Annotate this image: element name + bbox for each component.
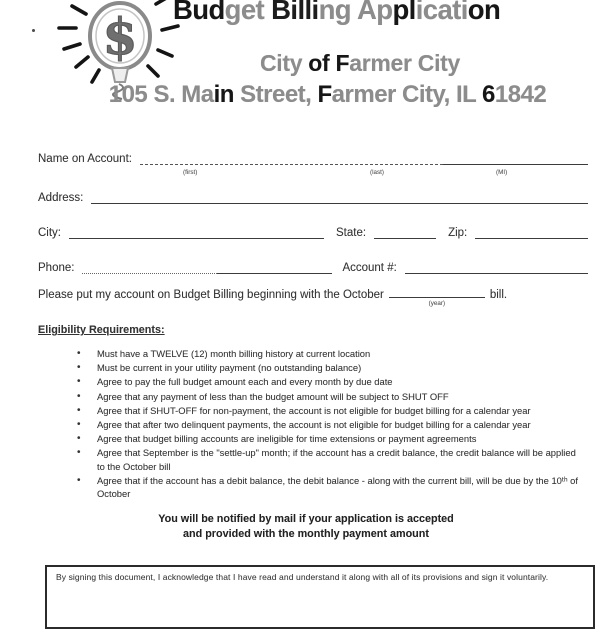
name-on-account-label: Name on Account: <box>38 153 132 165</box>
phone-label: Phone: <box>38 262 75 274</box>
address-row <box>38 189 588 204</box>
address-field-line[interactable] <box>91 189 588 204</box>
dollar-sign-icon: $ <box>102 7 138 66</box>
middle-initial-sublabel: (MI) <box>496 169 508 176</box>
year-blank-wrap <box>389 286 485 307</box>
zip-label: Zip: <box>448 227 468 239</box>
eligibility-item: • Agree that after two delinquent payments, the account is not eligible for budget billing for a calendar year <box>75 418 580 431</box>
eligibility-item: • Agree that if the account has a debit balance, the debit balance - along with the current bill, will be due by the 10ᵗʰ of October <box>75 474 580 500</box>
city-field-line[interactable] <box>69 224 324 239</box>
signature-acknowledgement-text: By signing this document, I acknowledge that I have read and understand it along with all of its provisions and sign it voluntarily. <box>56 572 549 582</box>
text-fragment: Street, <box>233 81 318 108</box>
eligibility-item: • Must be current in your utility payment (no outstanding balance) <box>75 361 580 374</box>
last-name-sublabel: (last) <box>370 169 384 176</box>
name-field-line-end[interactable] <box>443 150 588 165</box>
city-name <box>170 50 550 77</box>
state-field-line[interactable] <box>374 224 436 239</box>
text-fragment: F <box>317 81 332 108</box>
city-state-zip-row <box>38 224 588 239</box>
eligibility-list <box>75 347 580 501</box>
text-fragment: of F <box>308 50 350 76</box>
name-on-account-row <box>38 150 588 165</box>
account-number-field-line[interactable] <box>405 259 588 274</box>
text-fragment: Ap <box>357 0 393 25</box>
address-label: Address: <box>38 192 84 204</box>
text-fragment: ng <box>318 0 357 25</box>
text-fragment: icati <box>415 0 468 25</box>
year-sublabel: (year) <box>428 300 446 307</box>
mail-notice-line1: You will be notified by mail if your application is accepted <box>158 513 454 525</box>
budget-sentence-suffix: bill. <box>489 289 508 301</box>
budget-billing-sentence <box>38 286 588 307</box>
first-name-sublabel: (first) <box>183 169 198 176</box>
phone-account-row <box>38 259 588 274</box>
account-number-label: Account #: <box>342 262 397 274</box>
name-field-line[interactable] <box>140 150 444 165</box>
text-fragment: Bud <box>173 0 225 25</box>
mail-notice <box>0 512 612 542</box>
text-fragment: armer City, IL <box>331 81 483 108</box>
eligibility-heading: Eligibility Requirements: <box>38 324 165 336</box>
budget-sentence-prefix: Please put my account on Budget Billing beginning with the October <box>38 289 384 301</box>
text-fragment: 6 <box>482 81 495 108</box>
state-label: State: <box>336 227 367 239</box>
eligibility-item: • Agree to pay the full budget amount each and every month by due date <box>75 375 580 388</box>
phone-field-line[interactable] <box>217 259 332 274</box>
year-field-line[interactable] <box>389 286 485 298</box>
zip-field-line[interactable] <box>475 224 588 239</box>
phone-field-line-start[interactable] <box>82 259 217 274</box>
text-fragment: Billi <box>271 0 319 25</box>
street-address <box>55 81 600 109</box>
page-title <box>173 0 609 26</box>
eligibility-item: • Agree that budget billing accounts are ineligible for time extensions or payment agreements <box>75 432 580 445</box>
name-sublabels <box>168 169 588 179</box>
text-fragment: get <box>224 0 272 25</box>
text-fragment: on <box>467 0 501 25</box>
signature-box[interactable] <box>45 565 595 629</box>
eligibility-item: • Must have a TWELVE (12) month billing history at current location <box>75 347 580 360</box>
eligibility-item: • Agree that if SHUT-OFF for non-payment, the account is not eligible for budget billing for a calendar year <box>75 404 580 417</box>
eligibility-item: • Agree that any payment of less than the budget amount will be subject to SHUT OFF <box>75 390 580 403</box>
text-fragment: armer City <box>349 50 461 76</box>
text-fragment: 1842 <box>494 81 547 108</box>
text-fragment: 105 S. Ma <box>108 81 214 108</box>
mail-notice-line2: and provided with the monthly payment amount <box>183 528 429 540</box>
city-label: City: <box>38 227 61 239</box>
eligibility-item: • Agree that September is the "settle-up" month; if the account has a credit balance, the credit balance will be applied to the October bill <box>75 446 580 472</box>
text-fragment: City <box>259 50 309 76</box>
text-fragment: in <box>213 81 234 108</box>
scan-artifact-dot <box>32 29 35 32</box>
text-fragment: pl <box>392 0 416 25</box>
